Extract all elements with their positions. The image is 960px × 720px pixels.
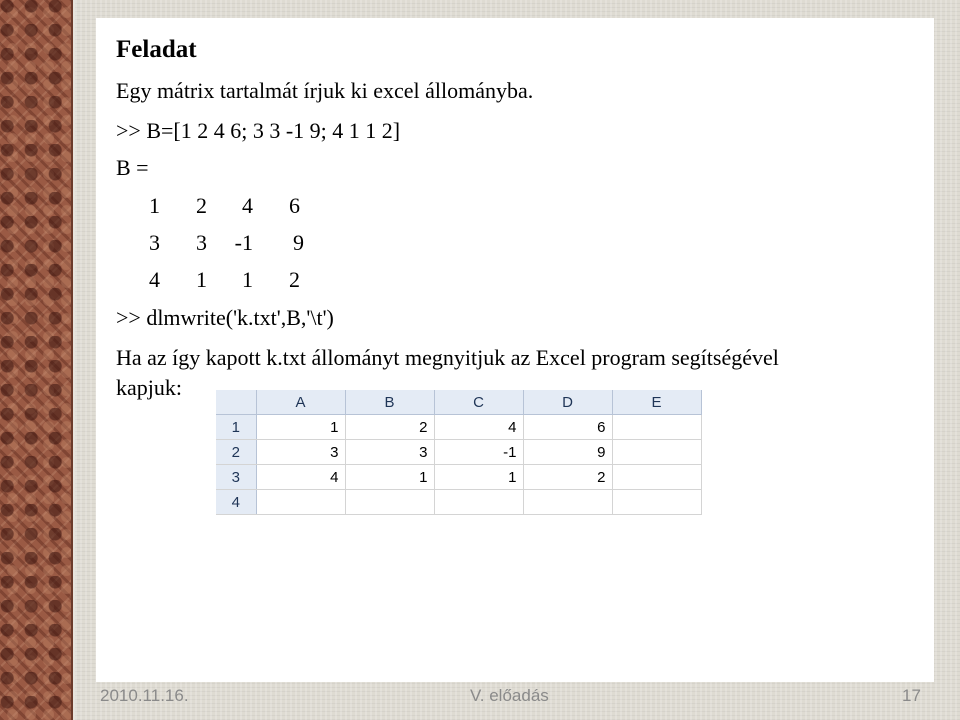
column-header[interactable]: E	[612, 390, 701, 415]
matrix-cell: 4	[149, 267, 160, 292]
column-header-row	[216, 390, 701, 415]
row-header[interactable]: 4	[216, 490, 256, 515]
row-header[interactable]: 1	[216, 415, 256, 440]
matrix-cell: 6	[289, 193, 300, 218]
cell[interactable]: 2	[523, 465, 612, 490]
cell[interactable]: 1	[345, 465, 434, 490]
matrix-cell: -1	[234, 230, 253, 255]
matrix-cell: 1	[242, 267, 253, 292]
explanation-text: Ha az így kapott k.txt állományt megnyitjuk az Excel program segítségével	[116, 345, 779, 370]
table-row	[216, 490, 701, 515]
cell[interactable]: 9	[523, 440, 612, 465]
matrix-cell: 1	[149, 193, 160, 218]
cell[interactable]	[256, 490, 345, 515]
footer-page-number: 17	[902, 686, 921, 705]
column-header[interactable]: B	[345, 390, 434, 415]
cell[interactable]: -1	[434, 440, 523, 465]
matrix-cell: 3	[149, 230, 160, 255]
footer-lecture: V. előadás	[470, 686, 549, 705]
row-header[interactable]: 3	[216, 465, 256, 490]
matrix-cell: 9	[293, 230, 304, 255]
table-row	[216, 415, 701, 440]
matrix-cell: 1	[196, 267, 207, 292]
matrix-cell: 3	[196, 230, 207, 255]
cell[interactable]: 3	[256, 440, 345, 465]
cell[interactable]	[345, 490, 434, 515]
matrix-cell: 2	[289, 267, 300, 292]
command-dlmwrite: >> dlmwrite('k.txt',B,'\t')	[116, 305, 334, 330]
cell[interactable]	[523, 490, 612, 515]
cell[interactable]: 6	[523, 415, 612, 440]
column-header[interactable]: D	[523, 390, 612, 415]
intro-text: Egy mátrix tartalmát írjuk ki excel állományba.	[116, 78, 534, 103]
cell[interactable]	[612, 440, 701, 465]
table-row	[216, 465, 701, 490]
excel-screenshot	[216, 390, 706, 518]
cell[interactable]: 4	[256, 465, 345, 490]
matrix-cell: 2	[196, 193, 207, 218]
command-matrix-definition: >> B=[1 2 4 6; 3 3 -1 9; 4 1 1 2]	[116, 118, 401, 143]
cell[interactable]: 3	[345, 440, 434, 465]
matrix-cell: 4	[242, 193, 253, 218]
decorative-left-strip	[0, 0, 73, 720]
row-header[interactable]: 2	[216, 440, 256, 465]
cell[interactable]: 2	[345, 415, 434, 440]
cell[interactable]	[434, 490, 523, 515]
cell[interactable]	[612, 490, 701, 515]
explanation-text-continued: kapjuk:	[116, 375, 182, 400]
spreadsheet-grid	[216, 390, 702, 515]
cell[interactable]: 1	[256, 415, 345, 440]
footer-date: 2010.11.16.	[100, 686, 189, 705]
column-header[interactable]: C	[434, 390, 523, 415]
cell[interactable]: 4	[434, 415, 523, 440]
slide-title: Feladat	[116, 36, 197, 63]
select-all-corner[interactable]	[216, 390, 256, 415]
table-row	[216, 440, 701, 465]
matrix-variable-label: B =	[116, 155, 149, 180]
cell[interactable]: 1	[434, 465, 523, 490]
cell[interactable]	[612, 465, 701, 490]
cell[interactable]	[612, 415, 701, 440]
column-header[interactable]: A	[256, 390, 345, 415]
